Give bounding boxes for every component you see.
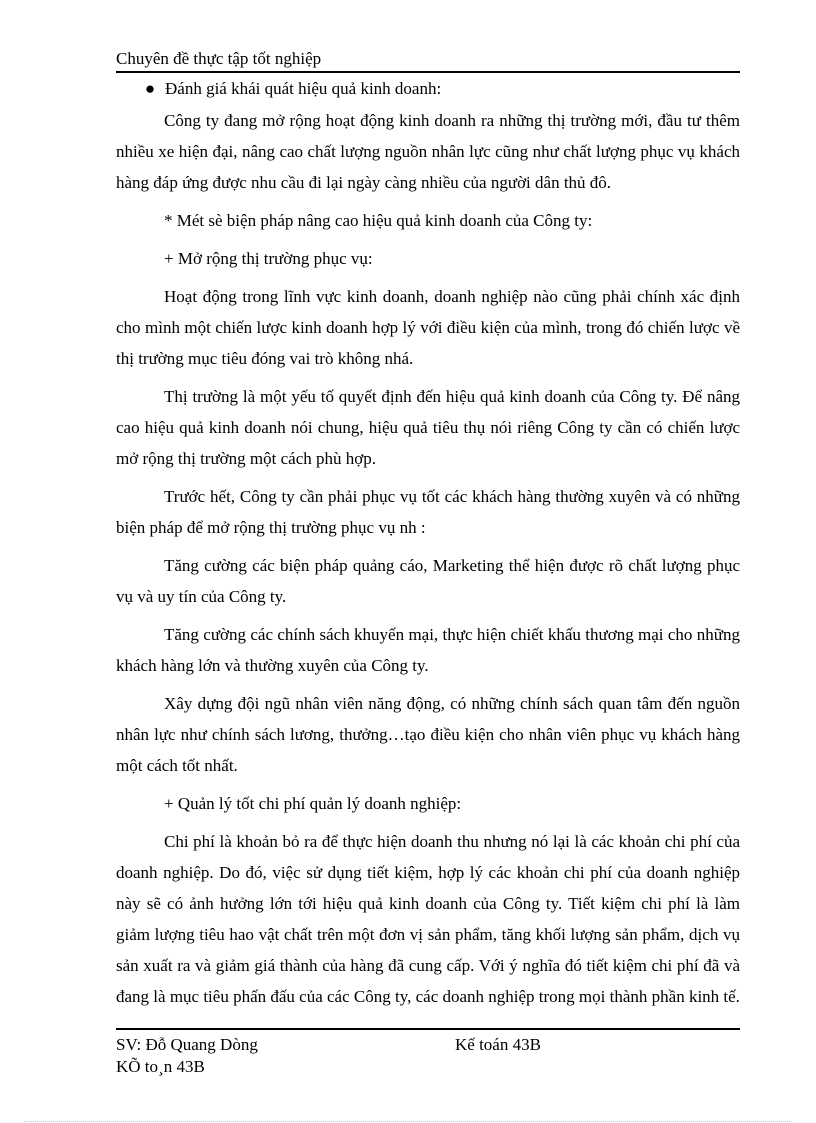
footer-class-left: KÕ to¸n 43B xyxy=(116,1057,205,1076)
page-footer xyxy=(116,1028,740,1078)
bullet-icon: ● xyxy=(144,79,156,98)
paragraph: Tăng cường các biện pháp quảng cáo, Marketing thể hiện được rõ chất lượng phục vụ và uy tín của Công ty. xyxy=(116,556,740,606)
paragraph: Xây dựng đội ngũ nhân viên năng động, có những chính sách quan tâm đến nguồn nhân lực như chính sách lương, thưởng…tạo điều kiện cho nhân viên phục vụ khách hàng một cách tốt nhất. xyxy=(116,694,740,775)
paragraph: Thị trường là một yếu tố quyết định đến hiệu quả kinh doanh của Công ty. Để nâng cao hiệu quả kinh doanh nói chung, hiệu quả tiêu thụ nói riêng Công ty cần có chiến lược mở rộng thị trường một cách phù hợp. xyxy=(116,387,740,468)
paragraph: Công ty đang mở rộng hoạt động kinh doanh ra những thị trường mới, đầu tư thêm nhiều xe hiện đại, nâng cao chất lượng nguồn nhân lực cũng như chất lượng phục vụ khách hàng đáp ứng được nhu cầu đi lại ngày càng nhiều của người dân thủ đô. xyxy=(116,111,740,192)
paragraph: + Mở rộng thị trường phục vụ: xyxy=(164,249,373,268)
paragraph: Trước hết, Công ty cần phải phục vụ tốt các khách hàng thường xuyên và có những biện pháp để mở rộng thị trường phục vụ nh : xyxy=(116,487,740,537)
paragraph: Tăng cường các chính sách khuyến mại, thực hiện chiết khấu thương mại cho những khách hàng lớn và thường xuyên của Công ty. xyxy=(116,625,740,675)
footer-student: SV: Đỗ Quang Dòng xyxy=(116,1035,258,1054)
footer-class-right: Kế toán 43B xyxy=(455,1035,541,1054)
paragraph: Hoạt động trong lĩnh vực kinh doanh, doanh nghiệp nào cũng phải chính xác định cho mình một chiến lược kinh doanh hợp lý với điều kiện của mình, trong đó chiến lược về thị trường mục tiêu đóng vai trò không nhá. xyxy=(116,287,740,368)
header-title: Chuyên đề thực tập tốt nghiệp xyxy=(116,49,322,68)
paragraph: + Quản lý tốt chi phí quản lý doanh nghiệp: xyxy=(164,794,462,813)
paragraph: Chi phí là khoản bỏ ra để thực hiện doanh thu nhưng nó lại là các khoản chi phí của doanh nghiệp. Do đó, việc sử dụng tiết kiệm, hợp lý các khoản chi phí của doanh nghiệp này sẽ có ảnh hưởng lớn tới hiệu quả kinh doanh của Công ty. Tiết kiệm chi phí là làm giảm lượng tiêu hao vật chất trên một đơn vị sản phẩm, tăng khối lượng sản phẩm, dịch vụ sản xuất ra và giảm giá thành của hàng đã cung cấp. Với ý nghĩa đó tiết kiệm chi phí đã và đang là mục tiêu phấn đấu của các Công ty, các doanh nghiệp trong mọi thành phần kinh tế. xyxy=(116,832,740,1006)
section-heading-text: Đánh giá khái quát hiệu quả kinh doanh: xyxy=(165,79,442,98)
paragraph: * Mét sè biện pháp nâng cao hiệu quả kinh doanh của Công ty: xyxy=(164,211,593,230)
document-body xyxy=(116,77,740,1019)
footer-row xyxy=(116,1056,740,1078)
section-heading xyxy=(116,77,740,101)
page-header xyxy=(116,48,740,73)
footer-row xyxy=(116,1034,740,1056)
page-bottom-border xyxy=(24,1121,792,1122)
